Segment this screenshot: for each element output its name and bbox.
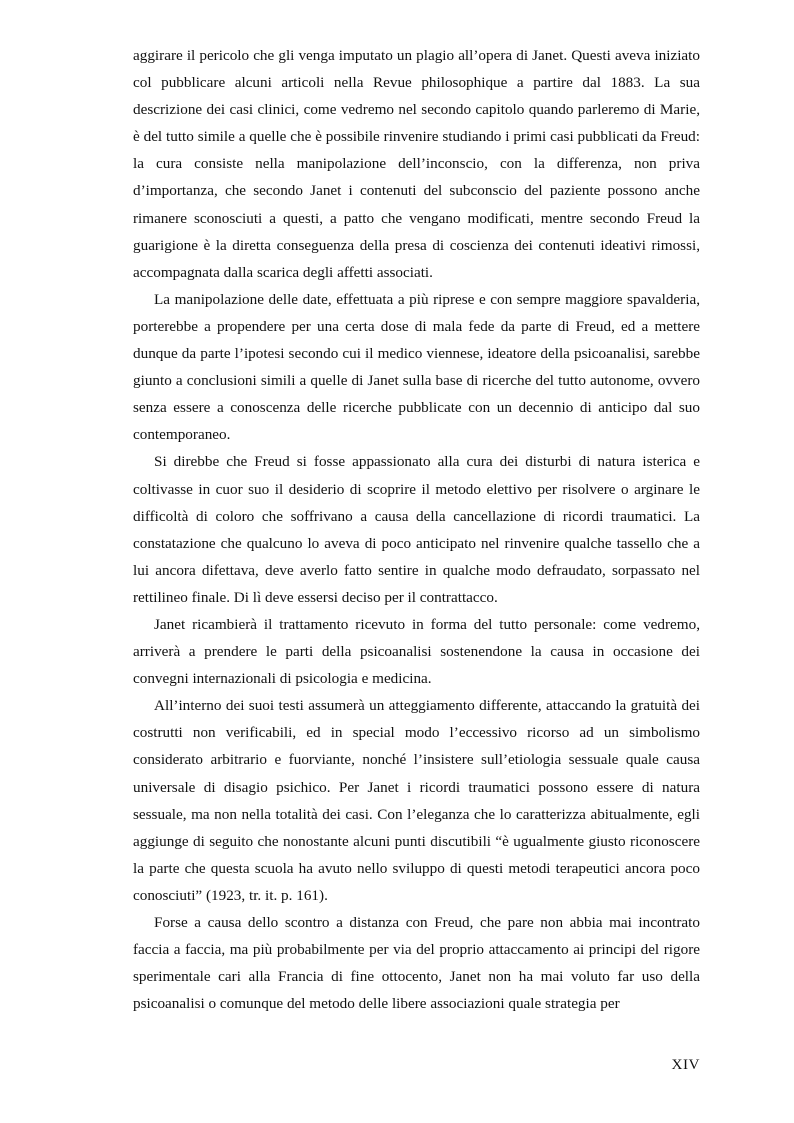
paragraph-2: La manipolazione delle date, effettuata a più riprese e con sempre maggiore spavalderia, porterebbe a propendere per una certa dose di mala fede da parte di Freud, ed a mettere dunque da parte l’ipotesi secondo cui il medico viennese, ideatore della psicoanalisi, sarebbe giunto a conclusioni simili a quelle di Janet sulla base di ricerche del tutto autonome, ovvero senza essere a conoscenza delle ricerche pubblicate con un decennio di anticipo dal suo contemporaneo.	[133, 290, 700, 444]
page-number: XIV	[671, 1056, 700, 1073]
paragraph-5: All’interno dei suoi testi assumerà un atteggiamento differente, attaccando la gratuità dei costrutti non verificabili, ed in special modo l’eccessivo ricorso ad un simbolismo considerato arbitrario e fuorviante, nonché l’insistere sull’etiologia sessuale quale causa universale di disagio psichico. Per Janet i ricordi traumatici possono essere di natura sessuale, ma non nella totalità dei casi. Con l’eleganza che lo caratterizza abitualmente, egli aggiunge di seguito che nonostante alcuni punti discutibili “è ugualmente giusto riconoscere la parte che questa scuola ha avuto nello sviluppo di questi metodi terapeutici ancora poco conosciuti” (1923, tr. it. p. 161).	[133, 697, 700, 904]
paragraph-1: aggirare il pericolo che gli venga imputato un plagio all’opera di Janet. Questi aveva iniziato col pubblicare alcuni articoli nella Revue philosophique a partire dal 1883. La sua descrizione dei casi clinici, come vedremo nel secondo capitolo quando parleremo di Marie, è del tutto simile a quelle che è possibile rinvenire studiando i primi casi pubblicati da Freud: la cura consiste nella manipolazione dell’inconscio, con la differenza, non priva d’importanza, che secondo Janet i contenuti del subconscio del paziente possono anche rimanere sconosciuti a questi, a patto che vengano modificati, mentre secondo Freud la guarigione è la diretta conseguenza della presa di coscienza dei contenuti ideativi rimossi, accompagnata dalla scarica degli affetti associati.	[133, 47, 700, 281]
paragraph-4: Janet ricambierà il trattamento ricevuto in forma del tutto personale: come vedremo, arriverà a prendere le parti della psicoanalisi sostenendone la causa in occasione dei convegni internazionali di psicologia e medicina.	[133, 615, 700, 688]
paragraph-3: Si direbbe che Freud si fosse appassionato alla cura dei disturbi di natura isterica e coltivasse in cuor suo il desiderio di scoprire il metodo elettivo per risolvere o arginare le difficoltà di coloro che soffrivano a causa della cancellazione di ricordi traumatici. La constatazione che qualcuno lo aveva di poco anticipato nel rinvenire qualche tassello che a lui ancora difettava, deve averlo fatto sentire in qualche modo defraudato, sorpassato nel rettilineo finale. Di lì deve essersi deciso per il contrattacco.	[133, 453, 700, 606]
paragraph-6: Forse a causa dello scontro a distanza con Freud, che pare non abbia mai incontrato faccia a faccia, ma più probabilmente per via del proprio attaccamento ai principi del rigore sperimentale cari alla Francia di fine ottocento, Janet non ha mai voluto far uso della psicoanalisi o comunque del metodo delle libere associazioni quale strategia per	[133, 914, 700, 1013]
page-body	[133, 42, 700, 1017]
